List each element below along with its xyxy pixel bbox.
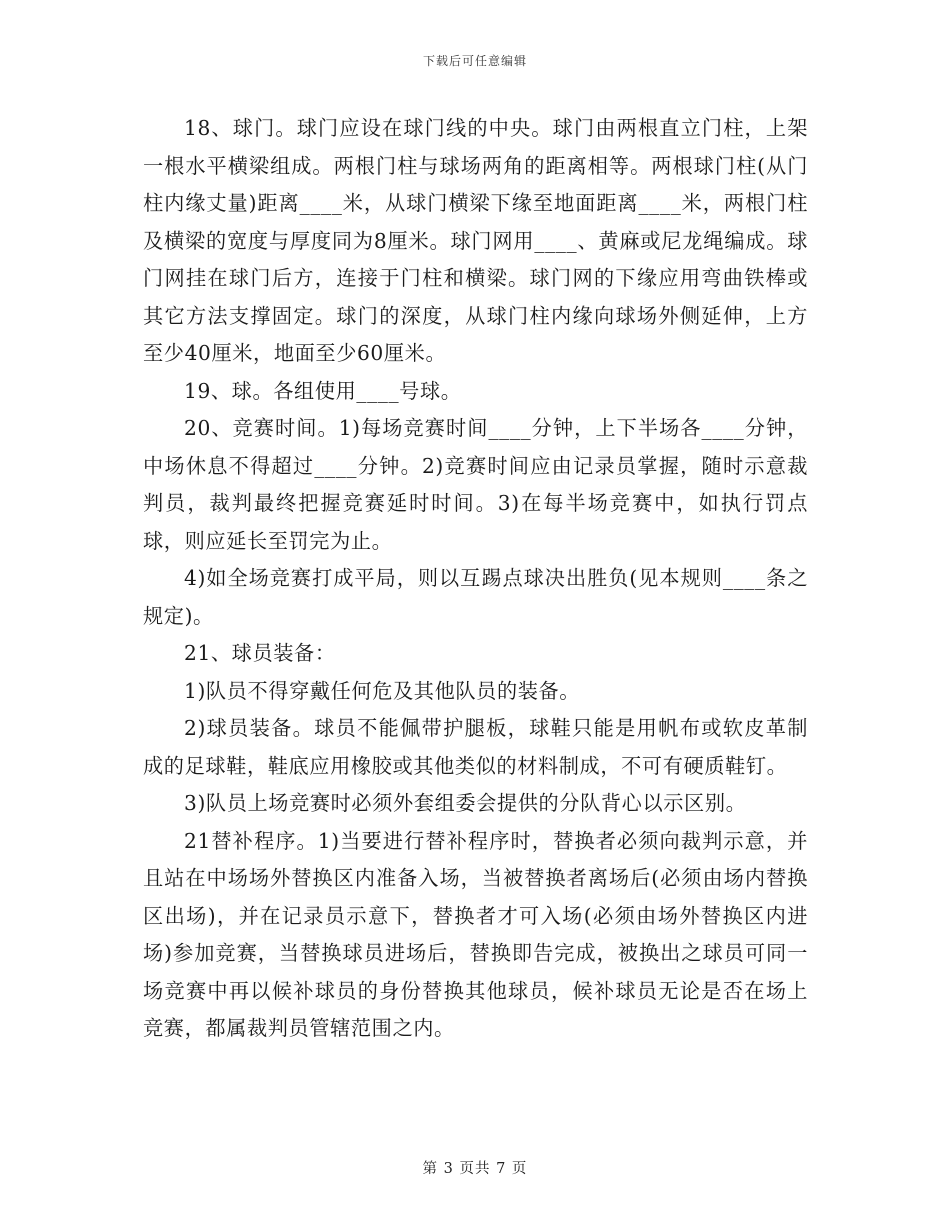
paragraph-equipment-1: 1)队员不得穿戴任何危及其他队员的装备。 bbox=[184, 678, 581, 703]
paragraph-draw-rule: 4)如全场竞赛打成平局，则以互踢点球决出胜负(见本规则____条之规定)。 bbox=[143, 566, 808, 628]
paragraph-equipment-3: 3)队员上场竞赛时必须外套组委会提供的分队背心以示区别。 bbox=[184, 791, 747, 815]
paragraph-goal: 18、球门。球门应设在球门线的中央。球门由两根直立门柱，上架一根水平横梁组成。两根门柱与球场两角的距离相等。两根球门柱(从门柱内缘丈量)距离____米，从球门横梁下缘至地面距离____米，两根门柱及横梁的宽度与厚度同为8厘米。球门网用____、黄麻或尼龙绳编成。球门网挂在球门后方，连接于门柱和横梁。球门网的下缘应用弯曲铁棒或其它方法支撑固定。球门的深度，从球门柱内缘向球场外侧延伸，上方至少40厘米，地面至少60厘米。 bbox=[143, 116, 808, 365]
paragraph-equipment-2: 2)球员装备。球员不能佩带护腿板，球鞋只能是用帆布或软皮革制成的足球鞋，鞋底应用橡胶或其他类似的材料制成，不可有硬质鞋钉。 bbox=[143, 716, 808, 778]
page-header: 下载后可任意编辑 bbox=[422, 54, 527, 68]
paragraph-substitution: 21替补程序。1)当要进行替补程序时，替换者必须向裁判示意，并且站在中场场外替换区内准备入场，当被替换者离场后(必须由场内替换区出场)，并在记录员示意下，替换者才可入场(必须由场外替换区内进场)参加竞赛，当替换球员进场后，替换即告完成，被换出之球员可同一场竞赛中再以候补球员的身份替换其他球员，候补球员无论是否在场上竞赛，都属裁判员管辖范围之内。 bbox=[143, 828, 808, 1040]
paragraph-ball: 19、球。各组使用____号球。 bbox=[184, 378, 462, 403]
page-footer: 第 3 页共 7 页 bbox=[422, 1161, 528, 1177]
paragraph-match-time: 20、竞赛时间。1)每场竞赛时间____分钟，上下半场各____分钟，中场休息不得超过____分钟。2)竞赛时间应由记录员掌握，随时示意裁判员，裁判最终把握竞赛延时时间。3)在每半场竞赛中，如执行罚点球，则应延长至罚完为止。 bbox=[143, 416, 808, 553]
paragraph-equipment-heading: 21、球员装备： bbox=[184, 641, 336, 665]
document-body bbox=[143, 110, 808, 1048]
